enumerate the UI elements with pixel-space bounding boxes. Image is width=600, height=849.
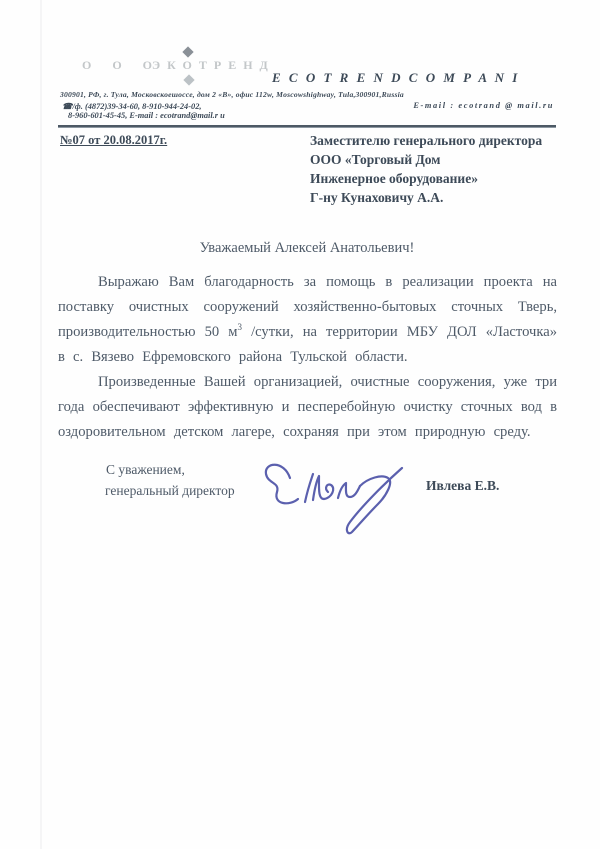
recipient-line: Заместителю генерального директора xyxy=(310,133,543,148)
phone-line1: /ф. (4872)39-34-60, 8-910-944-24-02, xyxy=(72,102,202,111)
signer-name: Ивлева Е.В. xyxy=(426,478,500,493)
paragraph-1-text: Выражаю Вам благодарность за помощь в реализации проекта на поставку очистных сооружений хозяйственно-бытовых сточных Тверь, производительностью 50 м xyxy=(58,274,557,340)
recipient-line: Г-ну Кунаховичу А.А. xyxy=(310,190,444,205)
company-name: E C O T R E N D C O M P A N I xyxy=(272,70,520,85)
letterhead-divider xyxy=(58,125,556,128)
letter-body xyxy=(58,270,557,445)
recipient-line: ООО «Торговый Дом xyxy=(310,152,441,167)
reference-number: №07 от 20.08.2017г. xyxy=(60,133,168,147)
scan-edge-artifact xyxy=(40,0,42,849)
handwritten-signature xyxy=(250,452,410,542)
phone-line2: 8-960-601-45-45, E-mail : ecotrand@mail.r u xyxy=(68,111,225,120)
superscript-cubic: 3 xyxy=(237,322,243,333)
regards-line: С уважением, xyxy=(106,462,185,477)
email-address-top: E-mail : ecotrand @ mail.ru xyxy=(413,101,554,110)
paragraph-2: Произведенные Вашей организацией, очистные сооружения, уже три года обеспечивают эффективную и песперебойную очистку сточных вод в оздоровительном детском лагере, сохраняя при этом природную среду. xyxy=(58,374,557,440)
signer-title: генеральный директор xyxy=(105,483,235,498)
logo-diamond-icon xyxy=(182,46,193,57)
salutation: Уважаемый Алексей Анатольевич! xyxy=(199,240,415,256)
phone-numbers xyxy=(62,101,201,111)
phone-row xyxy=(62,101,554,111)
paragraph-1 xyxy=(58,270,557,370)
phone-icon: ☎ xyxy=(62,102,73,111)
signoff-block xyxy=(58,462,557,552)
logo-diamond-icon xyxy=(183,74,194,85)
paragraph-1-text-cont: /сутки, на территории МБУ ДОЛ «Ласточка» в с. Вязево Ефремовского района Тульской области. xyxy=(58,324,557,365)
logo-brand-text: ЭКОТРЕНД xyxy=(152,58,275,72)
recipient-line: Инженерное оборудование» xyxy=(310,171,478,186)
recipient-block xyxy=(310,131,570,207)
logo-ooo-text: О О О xyxy=(82,58,162,72)
company-address: 300901, РФ, г. Тула, Московскоешоссе, дом 2 «В», офис 112w, Moscowshighway, Tula,300901,Russia xyxy=(60,90,404,99)
